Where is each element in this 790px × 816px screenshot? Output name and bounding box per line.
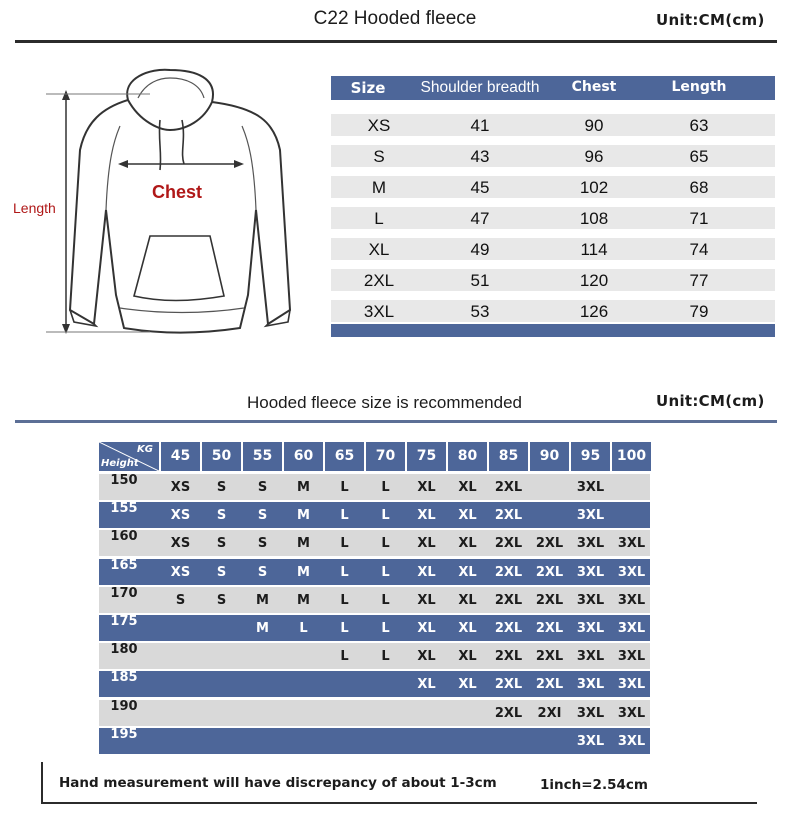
size-cell — [325, 672, 364, 697]
height-cell: 185 — [110, 670, 138, 686]
size-cell: 2XL — [494, 649, 523, 665]
size-cell: 77 — [689, 271, 709, 290]
size-cell: 114 — [580, 240, 608, 259]
size-cell: S — [257, 508, 268, 524]
size-cell: S — [257, 536, 268, 552]
size-cell: L — [381, 649, 390, 665]
recommend-row — [99, 615, 650, 641]
recommend-row — [99, 700, 650, 726]
height-cell: 170 — [110, 585, 138, 601]
size-cell — [202, 616, 241, 641]
size-row — [331, 176, 775, 198]
size-cell: S — [257, 564, 268, 580]
size-cell: 3XL — [617, 733, 646, 749]
size-cell: XS — [170, 536, 191, 552]
footer-left-border — [41, 762, 43, 802]
size-cell: M — [297, 564, 310, 580]
col-chest: Chest — [571, 79, 617, 95]
size-cell: XL — [417, 677, 436, 693]
size-table-header — [331, 76, 775, 100]
size-cell: XL — [417, 508, 436, 524]
size-cell: XS — [170, 508, 191, 524]
divider — [15, 40, 777, 43]
size-cell: XL — [458, 649, 477, 665]
size-cell: S — [257, 480, 268, 495]
size-cell: XL — [458, 508, 477, 524]
page-title: C22 Hooded fleece — [313, 8, 477, 29]
recommend-title: Hooded fleece size is recommended — [247, 393, 522, 412]
size-cell: XL — [368, 240, 390, 259]
size-cell: 2XL — [494, 508, 523, 524]
size-cell — [530, 475, 569, 500]
size-cell: XL — [458, 592, 477, 608]
size-cell — [325, 701, 364, 726]
size-cell: XL — [417, 621, 436, 636]
size-cell: 47 — [470, 209, 490, 228]
height-cell: 155 — [110, 501, 138, 517]
size-table-footer — [331, 324, 775, 337]
size-cell: XL — [458, 621, 477, 636]
size-cell: M — [297, 480, 310, 495]
corner-height: Height — [101, 458, 139, 469]
weight-header: 85 — [489, 442, 528, 471]
size-cell — [612, 475, 651, 500]
size-cell — [530, 729, 569, 754]
size-cell: L — [381, 621, 390, 636]
size-cell — [407, 701, 446, 726]
size-cell — [366, 672, 405, 697]
height-cell: 180 — [110, 642, 138, 658]
size-cell: S — [216, 480, 227, 495]
size-cell: 102 — [579, 178, 609, 197]
size-cell — [284, 729, 323, 754]
inch-conversion: 1inch=2.54cm — [540, 777, 648, 793]
size-cell: S — [216, 508, 227, 524]
size-cell — [243, 672, 282, 697]
size-cell: 3XL — [576, 705, 605, 721]
size-cell: 41 — [470, 116, 490, 135]
measurement-note: Hand measurement will have discrepancy of about 1-3cm — [59, 775, 497, 791]
size-cell: 3XL — [617, 536, 646, 552]
size-cell: 74 — [689, 240, 709, 259]
weight-header: 50 — [202, 442, 241, 471]
size-cell: 120 — [579, 271, 609, 290]
size-cell — [161, 644, 200, 669]
size-cell: L — [340, 564, 349, 580]
recommend-row — [99, 643, 650, 669]
weight-header: 100 — [612, 442, 651, 471]
size-cell — [448, 701, 487, 726]
size-cell — [284, 672, 323, 697]
size-cell: S — [175, 592, 186, 608]
corner-kg: KG — [137, 444, 153, 455]
size-cell — [243, 729, 282, 754]
size-cell: M — [297, 508, 310, 524]
size-cell: 3XL — [576, 733, 605, 749]
size-cell: XS — [170, 564, 191, 580]
divider — [15, 420, 777, 423]
length-label: Length — [13, 200, 56, 216]
size-cell: L — [381, 564, 390, 580]
size-cell: M — [256, 592, 269, 608]
weight-header: 70 — [366, 442, 405, 471]
size-cell: XS — [367, 116, 391, 135]
recommend-row — [99, 728, 650, 754]
weight-header: 80 — [448, 442, 487, 471]
weight-header: 95 — [571, 442, 610, 471]
size-cell: 3XL — [576, 649, 605, 665]
col-shoulder: Shoulder breadth — [420, 79, 540, 96]
size-cell — [284, 701, 323, 726]
size-cell: 68 — [689, 178, 709, 197]
size-cell: XL — [458, 480, 477, 495]
size-cell: 2XL — [494, 592, 523, 608]
size-cell: M — [256, 621, 269, 636]
size-cell: L — [340, 480, 349, 495]
size-cell: 2XI — [537, 705, 562, 721]
size-cell: XL — [458, 564, 477, 580]
size-cell: 3XL — [617, 705, 646, 721]
size-cell — [325, 729, 364, 754]
size-row — [331, 269, 775, 291]
size-cell: S — [216, 536, 227, 552]
size-cell: XL — [417, 480, 436, 495]
size-cell: 3XL — [576, 480, 605, 495]
recommend-row — [99, 530, 650, 556]
size-cell: 3XL — [617, 677, 646, 693]
size-cell: 3XL — [576, 536, 605, 552]
recommend-row — [99, 502, 650, 528]
size-cell — [161, 672, 200, 697]
size-cell: 2XL — [494, 564, 523, 580]
size-cell: XL — [417, 649, 436, 665]
size-row — [331, 300, 775, 322]
size-cell: 3XL — [576, 508, 605, 524]
size-cell: S — [216, 564, 227, 580]
size-cell: 90 — [584, 116, 604, 135]
size-cell: L — [340, 508, 349, 524]
weight-header: 65 — [325, 442, 364, 471]
size-cell: 63 — [689, 116, 709, 135]
size-cell: 2XL — [494, 480, 523, 495]
size-cell — [202, 644, 241, 669]
height-cell: 165 — [110, 557, 138, 573]
size-cell: 126 — [579, 302, 609, 321]
height-cell: 190 — [110, 698, 138, 714]
size-cell: 2XL — [535, 649, 564, 665]
size-cell: XS — [170, 480, 191, 495]
recommend-row — [99, 559, 650, 585]
size-cell: 3XL — [617, 592, 646, 608]
size-cell — [202, 729, 241, 754]
size-cell: 71 — [689, 209, 709, 228]
size-cell: XL — [417, 536, 436, 552]
size-cell: 45 — [470, 178, 490, 197]
unit-label: Unit:CM(cm) — [656, 11, 765, 29]
size-cell — [489, 729, 528, 754]
recommend-table — [99, 442, 650, 754]
size-cell: M — [297, 536, 310, 552]
size-row — [331, 114, 775, 136]
size-cell: 2XL — [363, 271, 395, 290]
size-cell: XL — [458, 536, 477, 552]
size-cell: 3XL — [617, 621, 646, 636]
size-cell: 2XL — [494, 677, 523, 693]
size-cell: L — [374, 209, 384, 228]
recommend-row — [99, 474, 650, 500]
size-cell: 2XL — [535, 536, 564, 552]
size-cell — [161, 616, 200, 641]
size-row — [331, 238, 775, 260]
size-cell: 43 — [470, 147, 490, 166]
size-cell: 51 — [470, 271, 490, 290]
size-cell: 3XL — [617, 649, 646, 665]
size-cell: 2XL — [494, 536, 523, 552]
size-cell: M — [371, 178, 387, 197]
size-cell: L — [340, 621, 349, 636]
col-size: Size — [350, 79, 386, 97]
recommend-row — [99, 671, 650, 697]
size-cell: L — [340, 536, 349, 552]
size-cell — [530, 503, 569, 528]
size-cell — [612, 503, 651, 528]
size-cell: 108 — [579, 209, 609, 228]
size-cell: XL — [458, 677, 477, 693]
size-cell — [366, 729, 405, 754]
size-cell: L — [381, 536, 390, 552]
size-cell: L — [381, 592, 390, 608]
size-cell: 3XL — [363, 302, 395, 321]
weight-header: 75 — [407, 442, 446, 471]
size-cell: 53 — [470, 302, 490, 321]
size-cell: L — [381, 480, 390, 495]
recommend-row — [99, 587, 650, 613]
size-cell: 2XL — [535, 564, 564, 580]
size-cell — [161, 701, 200, 726]
size-cell: L — [340, 649, 349, 665]
size-cell: 3XL — [576, 564, 605, 580]
size-cell — [284, 644, 323, 669]
size-cell: 2XL — [494, 705, 523, 721]
height-cell: 195 — [110, 726, 138, 742]
size-row — [331, 207, 775, 229]
size-cell: 3XL — [617, 564, 646, 580]
chest-label: Chest — [152, 182, 203, 202]
size-cell — [243, 701, 282, 726]
corner-cell — [99, 442, 159, 471]
size-cell — [243, 644, 282, 669]
size-cell: M — [297, 592, 310, 608]
size-cell: S — [216, 592, 227, 608]
weight-header: 55 — [243, 442, 282, 471]
size-cell: 2XL — [494, 621, 523, 636]
size-cell: 96 — [584, 147, 604, 166]
size-cell: XL — [417, 564, 436, 580]
col-length: Length — [671, 79, 727, 95]
size-cell: 79 — [689, 302, 709, 321]
size-cell — [202, 701, 241, 726]
size-row — [331, 145, 775, 167]
height-cell: 150 — [110, 473, 138, 488]
weight-header: 60 — [284, 442, 323, 471]
size-cell: 2XL — [535, 621, 564, 636]
size-cell: 65 — [689, 147, 709, 166]
size-cell — [161, 729, 200, 754]
size-cell: 3XL — [576, 621, 605, 636]
size-cell: 49 — [470, 240, 490, 259]
size-cell: 2XL — [535, 677, 564, 693]
size-cell: L — [381, 508, 390, 524]
size-cell — [366, 701, 405, 726]
height-cell: 160 — [110, 529, 138, 545]
size-cell — [407, 729, 446, 754]
size-cell — [202, 672, 241, 697]
size-cell: S — [373, 147, 385, 166]
size-cell — [448, 729, 487, 754]
weight-header: 90 — [530, 442, 569, 471]
size-cell: XL — [417, 592, 436, 608]
size-cell: 2XL — [535, 592, 564, 608]
height-cell: 175 — [110, 614, 138, 629]
size-cell: L — [340, 592, 349, 608]
weight-header: 45 — [161, 442, 200, 471]
size-cell: 3XL — [576, 677, 605, 693]
size-cell: L — [299, 621, 308, 636]
footer-bottom-border — [41, 802, 757, 804]
size-cell: 3XL — [576, 592, 605, 608]
recommend-unit: Unit:CM(cm) — [656, 392, 765, 410]
